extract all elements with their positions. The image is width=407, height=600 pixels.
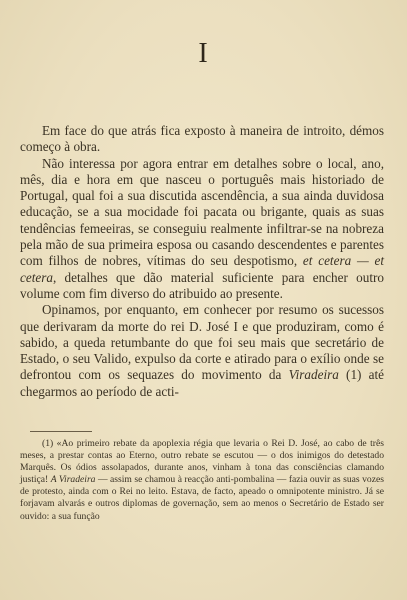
footnote-text: (1) «Ao primeiro rebate da apoplexia régia que levaria o Rei D. José, ao cabo de três meses, a prestar contas ao Eterno, outro rebate se escutou — o dos inimigos do detestado Marquês. Os ódios assolapados, durante anos, vinham à tona das consciências clamando justiça! [20,438,384,486]
footnote-text-end: — assim se chamou à reacção anti-pombalina — fazia ouvir as suas vozes de protesto, ainda com o Rei no leito. Estava, de facto, apeado o omnipotente ministro. Já se forjavam alvarás e outros diplomas de governação, sem ao menos o Secretário de Estado ser ouvido: a sua função [20,474,384,522]
paragraph-3-text-end: (1) até chegarmos ao período de acti- [20,367,384,399]
paragraph-2 [20,156,384,303]
chapter-number: I [198,38,209,69]
paragraph-3-italic: Viradeira [288,367,339,383]
paragraph-2-text-end: , detalhes que dão material suficiente para encher outro volume com fim diverso do atribuido ao presente. [20,269,384,301]
paragraph-1: Em face do que atrás fica exposto à maneira de introito, démos começo à obra. [20,123,384,155]
paragraph-2-text: Não interessa por agora entrar em detalhes sobre o local, ano, mês, dia e hora em que nasceu o português mais historiado de Portugal, qual foi a sua discutida ascendência, a sua ainda duvidosa educação, se a sua mocidade foi pacata ou brigante, quais as suas tendências femeeiras, se conseguiu realmente infiltrar-se na nobreza pela mão de sua primeira esposa ou casando descendentes e parentes com filhos de nobres, vítimas do seu despotismo, [20,155,384,269]
paragraph-2-italic: et cetera — et cetera [20,253,384,285]
footnote-paragraph [20,438,384,523]
paragraph-3-text: Opinamos, por enquanto, em conhecer por resumo os sucessos que derivaram da morte do rei D. José I e que produziram, como é sabido, a queda retumbante do que foi seu mais que secretário de Estado, o seu Valido, expulso da corte e atirado para o exílio onde se defrontou com os sequazes do movimento da [20,302,384,383]
footnote-divider [30,431,92,432]
paragraph-3 [20,302,384,400]
body-text [20,123,384,400]
footnote-italic: A Viradeira [50,474,96,486]
footnote [20,438,384,523]
